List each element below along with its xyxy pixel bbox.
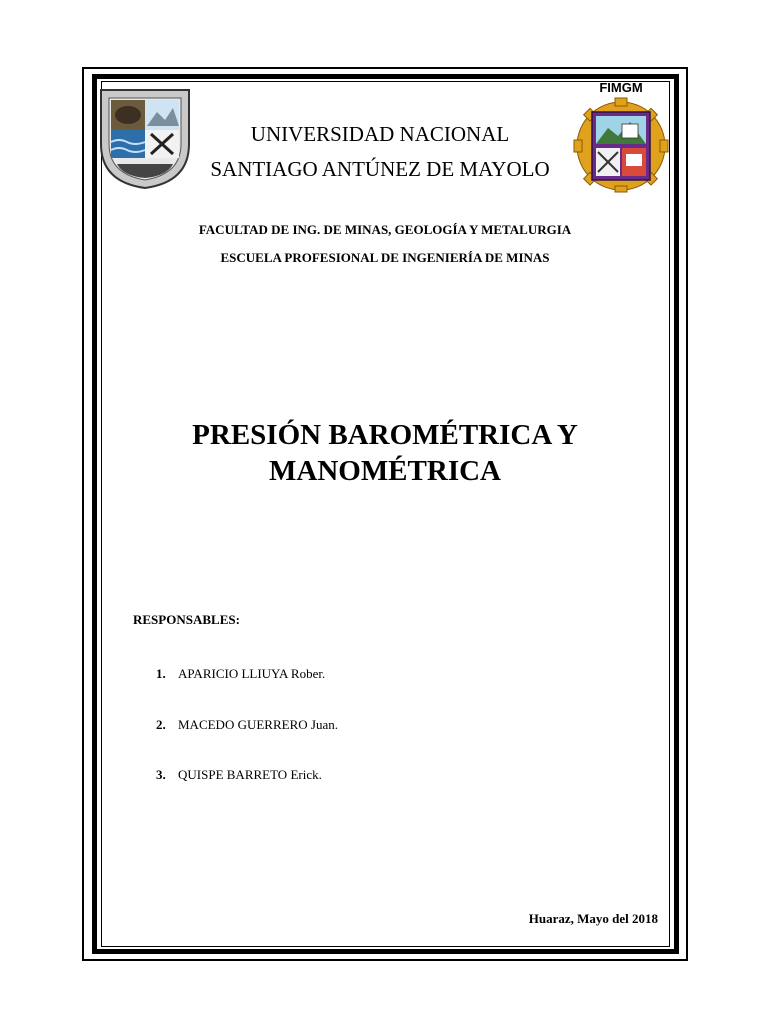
- faculty-name: FACULTAD DE ING. DE MINAS, GEOLOGÍA Y METALURGIA: [198, 222, 572, 237]
- list-item: [156, 716, 338, 734]
- page-border-inner: [101, 81, 670, 947]
- fimgm-gear-emblem-icon: [572, 78, 670, 193]
- member-name: MACEDO GUERRERO Juan.: [178, 717, 338, 732]
- document-title-line1: PRESIÓN BAROMÉTRICA Y: [192, 419, 578, 451]
- place-date: Huaraz, Mayo del 2018: [528, 911, 658, 926]
- document-title-line2: MANOMÉTRICA: [269, 455, 501, 487]
- university-seal-icon: [97, 86, 193, 190]
- member-name: APARICIO LLIUYA Rober.: [178, 666, 326, 681]
- list-item: [156, 665, 325, 683]
- university-name-line1: UNIVERSIDAD NACIONAL: [250, 122, 510, 146]
- university-name-line2: SANTIAGO ANTÚNEZ DE MAYOLO: [210, 157, 550, 181]
- document-title: [103, 417, 667, 489]
- fimgm-logo-text: FIMGM: [599, 80, 643, 95]
- list-item: [156, 766, 322, 784]
- list-item-number: 2.: [156, 717, 166, 732]
- member-name: QUISPE BARRETO Erick.: [178, 767, 322, 782]
- list-item-number: 3.: [156, 767, 166, 782]
- school-name: ESCUELA PROFESIONAL DE INGENIERÍA DE MINAS: [220, 250, 550, 265]
- responsables-heading: RESPONSABLES:: [133, 612, 240, 627]
- list-item-number: 1.: [156, 666, 166, 681]
